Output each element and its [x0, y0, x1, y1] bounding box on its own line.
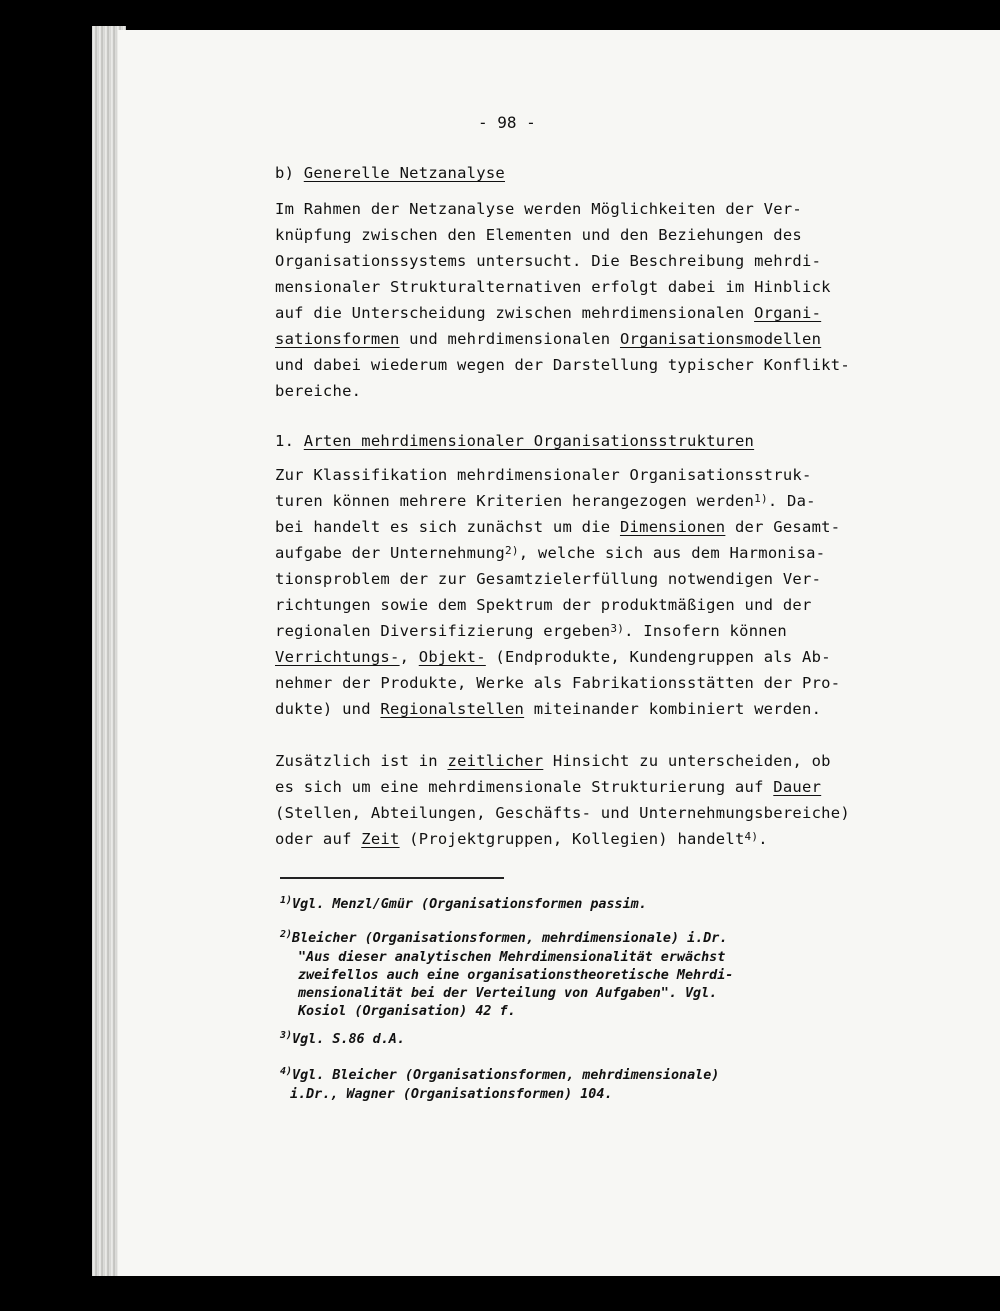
text-run: . — [758, 830, 768, 848]
text-run: Zusätzlich ist in — [275, 752, 448, 770]
para2-line9: nehmer der Produkte, Werke als Fabrikationsstätten der Pro- — [275, 674, 841, 692]
heading-title: Generelle Netzanalyse — [303, 164, 505, 182]
underlined-term: Verrichtungs- — [275, 648, 400, 666]
text-run: oder auf — [275, 830, 362, 848]
heading-title: Arten mehrdimensionaler Organisationsstrukturen — [303, 432, 755, 450]
text-run: , — [399, 648, 419, 666]
footnote-4-line2: i.Dr., Wagner (Organisationsformen) 104. — [290, 1087, 613, 1102]
footnote-2-line4: mensionalität bei der Verteilung von Aufgaben". Vgl. — [298, 986, 718, 1001]
para2-line1: Zur Klassifikation mehrdimensionaler Organisationsstruk- — [275, 466, 812, 484]
para2-line10 — [275, 700, 821, 718]
footnote-2-line5: Kosiol (Organisation) 42 f. — [298, 1004, 516, 1019]
text-run: (Projektgruppen, Kollegien) handelt — [399, 830, 745, 848]
para2-line7 — [275, 622, 787, 640]
text-run: . Insofern können — [624, 622, 788, 640]
text-run: . Da- — [767, 492, 816, 510]
section-heading-1 — [275, 432, 754, 450]
footnote-1 — [280, 897, 647, 912]
heading-prefix: 1. — [275, 432, 295, 450]
text-run: miteinander kombiniert werden. — [524, 700, 822, 718]
footnote-3 — [280, 1032, 405, 1047]
para1-line3: Organisationssystems untersucht. Die Beschreibung mehrdi- — [275, 252, 822, 270]
page-number: - 98 - — [478, 113, 536, 132]
text-run: dukte) und — [275, 700, 381, 718]
text-run: auf die Unterscheidung zwischen mehrdimensionalen — [275, 304, 755, 322]
para2-line2 — [275, 492, 816, 510]
footnote-2 — [280, 931, 727, 946]
underlined-term: Zeit — [361, 830, 400, 848]
text-run: , welche sich aus dem Harmonisa- — [518, 544, 826, 562]
para2-line8 — [275, 648, 831, 666]
text-run: turen können mehrere Kriterien herangezogen werden — [275, 492, 755, 510]
text-run: bei handelt es sich zunächst um die — [275, 518, 620, 536]
footnote-text: Vgl. S.86 d.A. — [292, 1032, 405, 1047]
text-run: aufgabe der Unternehmung — [275, 544, 505, 562]
para3-line2 — [275, 778, 821, 796]
footnote-text: Bleicher (Organisationsformen, mehrdimensionale) i.Dr. — [292, 931, 728, 946]
underlined-term: Dimensionen — [619, 518, 726, 536]
footnote-ref: 2) — [504, 544, 519, 557]
para1-line1: Im Rahmen der Netzanalyse werden Möglichkeiten der Ver- — [275, 200, 802, 218]
para3-line3: (Stellen, Abteilungen, Geschäfts- und Unternehmungsbereiche) — [275, 804, 850, 822]
text-run: Hinsicht zu unterscheiden, ob — [543, 752, 831, 770]
para1-line2: knüpfung zwischen den Elementen und den Beziehungen des — [275, 226, 802, 244]
para1-line5 — [275, 304, 821, 322]
underlined-term: Objekt- — [418, 648, 486, 666]
footnote-ref: 4) — [744, 830, 759, 843]
footnote-mark: 1) — [280, 895, 293, 906]
para2-line3 — [275, 518, 840, 536]
footnote-text: Vgl. Menzl/Gmür (Organisationsformen passim. — [292, 897, 647, 912]
heading-prefix: b) — [275, 164, 295, 182]
footnote-text: Vgl. Bleicher (Organisationsformen, mehrdimensionale) — [292, 1068, 720, 1083]
para2-line6: richtungen sowie dem Spektrum der produktmäßigen und der — [275, 596, 812, 614]
underlined-term: sationsformen — [275, 330, 400, 348]
underlined-term: Dauer — [773, 778, 822, 796]
underlined-term: Regionalstellen — [380, 700, 525, 718]
footnote-ref: 3) — [610, 622, 625, 635]
section-heading-b — [275, 164, 505, 182]
para2-line4 — [275, 544, 825, 562]
para1-line4: mensionaler Strukturalternativen erfolgt dabei im Hinblick — [275, 278, 831, 296]
para1-line6 — [275, 330, 821, 348]
footnote-separator — [280, 877, 504, 879]
para1-line7: und dabei wiederum wegen der Darstellung typischer Konflikt- — [275, 356, 850, 374]
underlined-term: zeitlicher — [447, 752, 544, 770]
para1-line8: bereiche. — [275, 382, 362, 400]
footnote-2-line3: zweifellos auch eine organisationstheoretische Mehrdi- — [298, 968, 734, 983]
footnote-ref: 1) — [754, 492, 768, 505]
underlined-term: Organi- — [754, 304, 822, 322]
text-run: regionalen Diversifizierung ergeben — [275, 622, 611, 640]
para3-line1 — [275, 752, 831, 770]
footnote-2-line2: "Aus dieser analytischen Mehrdimensionalität erwächst — [298, 950, 726, 965]
footnote-mark: 2) — [280, 929, 293, 940]
para2-line5: tionsproblem der zur Gesamtzielerfüllung notwendigen Ver- — [275, 570, 822, 588]
footnote-mark: 3) — [280, 1030, 293, 1041]
text-run: (Endprodukte, Kundengruppen als Ab- — [485, 648, 831, 666]
underlined-term: Organisationsmodellen — [619, 330, 822, 348]
footnote-mark: 4) — [280, 1066, 293, 1077]
text-run: der Gesamt- — [725, 518, 841, 536]
text-run: und mehrdimensionalen — [399, 330, 620, 348]
para3-line4 — [275, 830, 768, 848]
text-run: es sich um eine mehrdimensionale Strukturierung auf — [275, 778, 774, 796]
footnote-4 — [280, 1068, 719, 1083]
